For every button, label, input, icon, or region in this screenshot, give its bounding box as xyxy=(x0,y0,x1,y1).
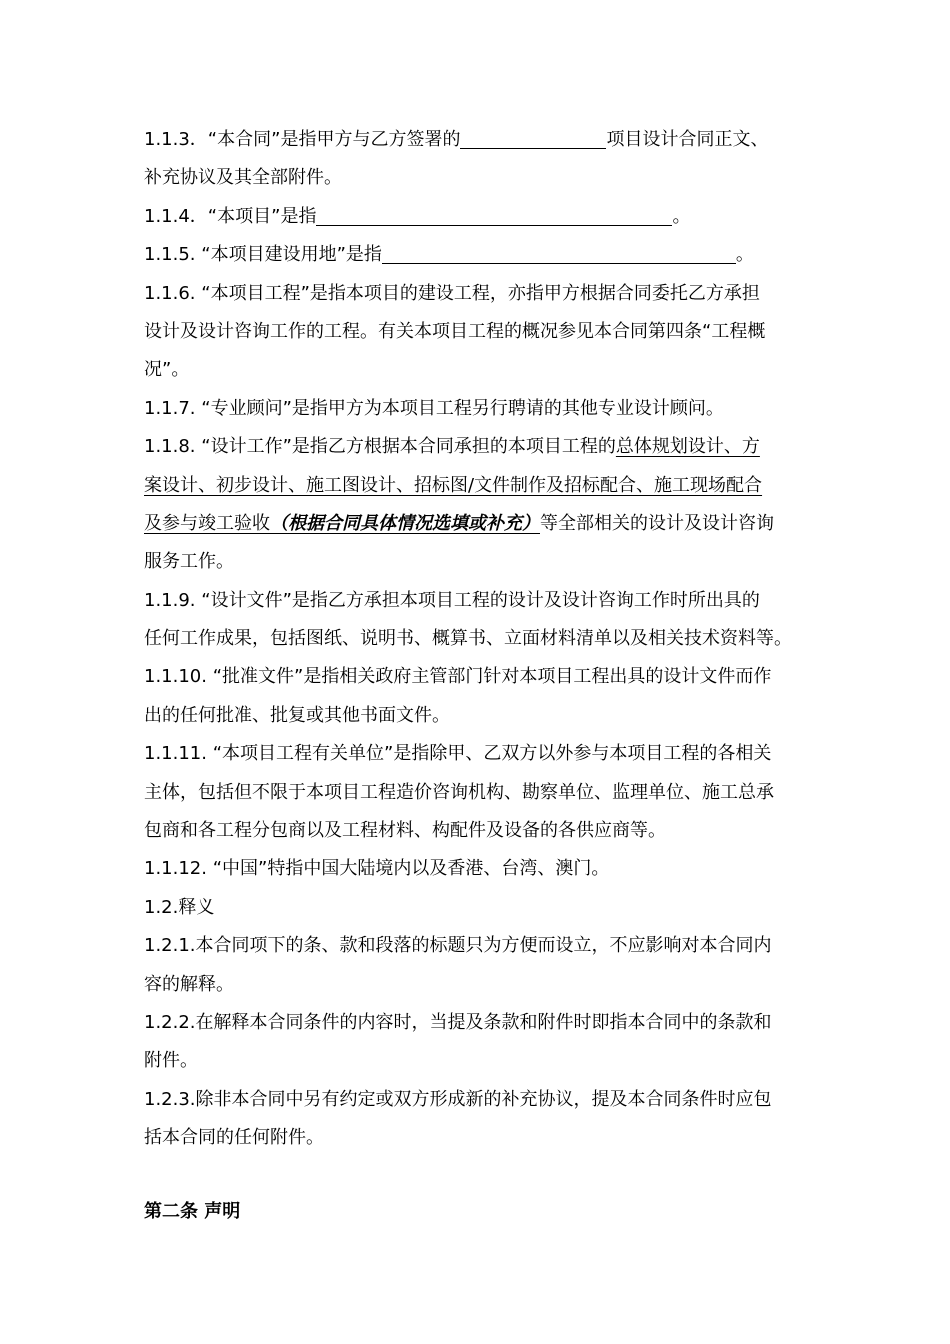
document-body xyxy=(144,121,810,1158)
clause-1-2-1-line-1: 1.2.1.本合同项下的条、款和段落的标题只为方便而设立，不应影响对本合同内 xyxy=(144,935,772,957)
fill-instruction-note: （根据合同具体情况选填或补充） xyxy=(270,512,540,534)
clause-1-1-6-line-3: 况”。 xyxy=(144,359,190,381)
clause-text: 1.1.4．“本项目”是指 xyxy=(144,205,317,227)
clause-1-1-7: 1.1.7. “专业顾问”是指甲方为本项目工程另行聘请的其他专业设计顾问。 xyxy=(144,397,724,419)
clause-1-1-11-line-3: 包商和各工程分包商以及工程材料、构配件及设备的各供应商等。 xyxy=(144,820,666,842)
clause-1-2-2-line-1: 1.2.2.在解释本合同条件的内容时，当提及条款和附件时即指本合同中的条款和 xyxy=(144,1011,772,1033)
fill-in-blank xyxy=(460,124,606,149)
clause-text: 项目设计合同正文、 xyxy=(606,129,769,150)
clause-1-1-6-line-2: 设计及设计咨询工作的工程。有关本项目工程的概况参见本合同第四条“工程概 xyxy=(144,320,766,342)
clause-1-1-12: 1.1.12. “中国”特指中国大陆境内以及香港、台湾、澳门。 xyxy=(144,858,610,880)
clause-1-1-11-line-2: 主体，包括但不限于本项目工程造价咨询机构、勘察单位、监理单位、施工总承 xyxy=(144,781,774,803)
fill-in-blank xyxy=(382,239,736,264)
clause-1-1-9-line-2: 任何工作成果，包括图纸、说明书、概算书、立面材料清单以及相关技术资料等。 xyxy=(144,628,792,650)
clause-1-2-2-line-2: 附件。 xyxy=(144,1050,198,1072)
clause-1-2-3-line-1: 1.2.3.除非本合同中另有约定或双方形成新的补充协议，提及本合同条件时应包 xyxy=(144,1088,772,1110)
clause-text: 1.1.5. “本项目建设用地”是指 xyxy=(144,244,382,266)
underlined-scope-text: 总体规划设计、方 xyxy=(615,436,760,458)
clause-1-1-8-line-4: 服务工作。 xyxy=(144,551,234,573)
clause-1-2-3-line-2: 括本合同的任何附件。 xyxy=(144,1127,324,1149)
clause-1-1-9-line-1: 1.1.9. “设计文件”是指乙方承担本项目工程的设计及设计咨询工作时所出具的 xyxy=(144,589,760,611)
section-2-heading: 第二条 声明 xyxy=(144,1201,241,1222)
clause-1-1-8-line-1 xyxy=(144,428,810,466)
clause-1-2-heading: 1.2.释义 xyxy=(144,896,215,918)
clause-1-1-4 xyxy=(144,198,810,236)
clause-1-1-3-line-1 xyxy=(144,121,810,159)
clause-text: 1.1.3．“本合同”是指甲方与乙方签署的 xyxy=(144,129,461,150)
clause-1-1-10-line-1: 1.1.10. “批准文件”是指相关政府主管部门针对本项目工程出具的设计文件而作 xyxy=(144,666,772,688)
clause-text: 。 xyxy=(735,244,754,266)
clause-1-1-10-line-2: 出的任何批准、批复或其他书面文件。 xyxy=(144,704,450,726)
clause-1-1-5 xyxy=(144,236,810,274)
fill-in-blank xyxy=(316,201,672,226)
clause-1-1-8-line-2: 案设计、初步设计、施工图设计、招标图/文件制作及招标配合、施工现场配合 xyxy=(144,474,763,496)
clause-text: 。 xyxy=(672,205,691,227)
clause-1-1-3-line-2: 补充协议及其全部附件。 xyxy=(144,167,342,189)
clause-1-1-6-line-1: 1.1.6. “本项目工程”是指本项目的建设工程，亦指甲方根据合同委托乙方承担 xyxy=(144,282,760,304)
clause-text: 1.1.8. “设计工作”是指乙方根据本合同承担的本项目工程的 xyxy=(144,436,616,458)
underlined-scope-text: 及参与竣工验收 xyxy=(144,512,270,534)
clause-1-1-8-line-3 xyxy=(144,505,810,543)
clause-text: 等全部相关的设计及设计咨询 xyxy=(540,512,774,534)
clause-1-1-11-line-1: 1.1.11. “本项目工程有关单位”是指除甲、乙双方以外参与本项目工程的各相关 xyxy=(144,743,772,765)
clause-1-2-1-line-2: 容的解释。 xyxy=(144,973,234,995)
